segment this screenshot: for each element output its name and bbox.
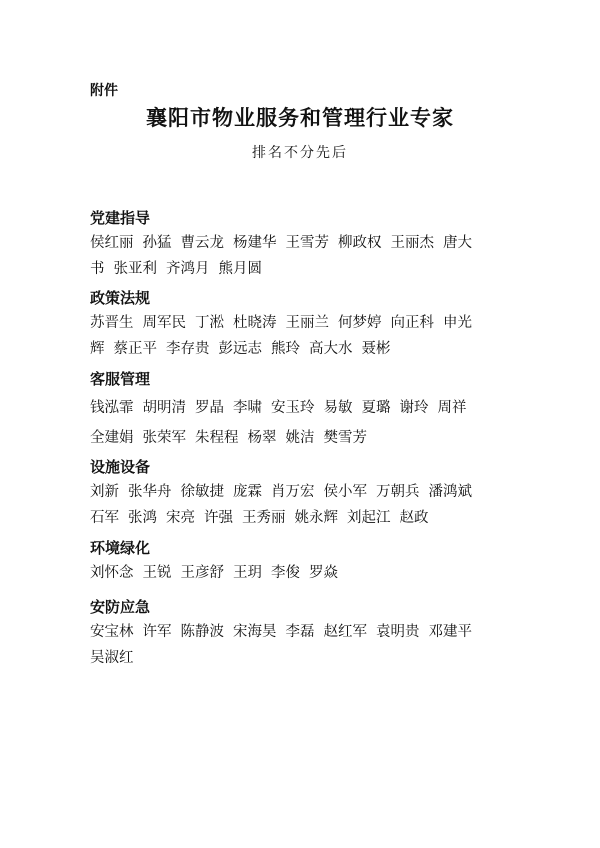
expert-name: 陈静波 — [180, 624, 224, 640]
expert-name: 李啸 — [233, 400, 262, 416]
name-line — [90, 479, 520, 505]
name-line — [90, 619, 520, 645]
expert-name: 许军 — [142, 624, 172, 640]
expert-name: 杨建华 — [233, 235, 277, 251]
expert-name: 彭远志 — [218, 341, 262, 357]
expert-name: 向正科 — [390, 315, 434, 331]
expert-name: 宋海昊 — [233, 624, 277, 640]
expert-name: 吴淑红 — [90, 650, 134, 666]
expert-name: 王玥 — [233, 565, 262, 581]
expert-name: 王丽兰 — [285, 315, 329, 331]
expert-name: 邓建平 — [428, 624, 472, 640]
name-line — [90, 336, 520, 362]
expert-name: 易敏 — [323, 400, 353, 416]
section-security-emergency — [90, 595, 520, 671]
expert-name: 曹云龙 — [180, 235, 224, 251]
expert-name: 周祥 — [437, 400, 467, 416]
expert-name: 何梦婷 — [338, 315, 382, 331]
expert-name: 张鸿 — [128, 510, 157, 526]
expert-name: 齐鸿月 — [166, 261, 210, 277]
expert-name: 王丽杰 — [390, 235, 434, 251]
expert-name: 周军民 — [142, 315, 186, 331]
expert-name: 苏晋生 — [90, 315, 134, 331]
section-facilities-equipment — [90, 455, 520, 531]
expert-name: 罗晶 — [195, 400, 224, 416]
expert-name: 辉 — [90, 341, 105, 357]
expert-name: 侯小军 — [323, 484, 367, 500]
expert-name: 孙猛 — [142, 235, 172, 251]
name-line — [90, 505, 520, 531]
expert-name: 石军 — [90, 510, 119, 526]
name-line — [90, 230, 520, 256]
expert-name: 徐敏捷 — [180, 484, 224, 500]
expert-name: 王雪芳 — [285, 235, 329, 251]
expert-name: 书 — [90, 261, 105, 277]
expert-name: 姚洁 — [285, 430, 315, 446]
document-subtitle: 排名不分先后 — [252, 145, 348, 161]
attachment-label: 附件 — [90, 83, 118, 99]
section-heading: 客服管理 — [90, 370, 151, 388]
name-line — [90, 395, 520, 421]
expert-name: 罗焱 — [309, 565, 338, 581]
expert-name: 柳政权 — [338, 235, 382, 251]
name-line — [90, 256, 520, 282]
expert-name: 宋亮 — [166, 510, 195, 526]
expert-name: 王彦舒 — [180, 565, 224, 581]
expert-name: 胡明清 — [142, 400, 186, 416]
name-line — [90, 310, 520, 336]
section-heading: 政策法规 — [90, 289, 151, 307]
name-line — [90, 425, 520, 451]
expert-name: 许强 — [204, 510, 233, 526]
expert-name: 王秀丽 — [242, 510, 286, 526]
expert-name: 丁淞 — [195, 315, 224, 331]
expert-name: 赵红军 — [323, 624, 367, 640]
expert-name: 肖万宏 — [271, 484, 315, 500]
expert-name: 张荣军 — [142, 430, 186, 446]
section-heading: 环境绿化 — [90, 539, 151, 557]
section-customer-service — [90, 367, 520, 451]
expert-name: 聂彬 — [361, 341, 391, 357]
section-heading: 安防应急 — [90, 598, 151, 616]
expert-name: 万朝兵 — [376, 484, 420, 500]
section-party-building — [90, 206, 520, 282]
expert-name: 庞霖 — [233, 484, 262, 500]
expert-name: 刘怀念 — [90, 565, 134, 581]
expert-name: 钱泓霏 — [90, 400, 134, 416]
expert-name: 刘起江 — [347, 510, 391, 526]
expert-name: 张华舟 — [128, 484, 172, 500]
expert-name: 刘新 — [90, 484, 119, 500]
expert-name: 熊玲 — [271, 341, 300, 357]
expert-name: 夏璐 — [361, 400, 391, 416]
name-line — [90, 560, 520, 586]
expert-name: 侯红丽 — [90, 235, 134, 251]
expert-name: 朱程程 — [195, 430, 239, 446]
expert-name: 申光 — [443, 315, 472, 331]
expert-name: 潘鸿斌 — [428, 484, 472, 500]
section-heading: 设施设备 — [90, 458, 151, 476]
expert-name: 王锐 — [142, 565, 172, 581]
expert-name: 全建娟 — [90, 430, 134, 446]
expert-name: 杨翠 — [247, 430, 277, 446]
expert-name: 安玉玲 — [271, 400, 315, 416]
expert-name: 唐大 — [443, 235, 472, 251]
expert-name: 安宝林 — [90, 624, 134, 640]
section-policy-regulations — [90, 286, 520, 362]
expert-name: 李磊 — [285, 624, 315, 640]
expert-name: 袁明贵 — [376, 624, 420, 640]
expert-name: 熊月圆 — [218, 261, 262, 277]
document-title: 襄阳市物业服务和管理行业专家 — [146, 105, 454, 130]
expert-name: 谢玲 — [399, 400, 429, 416]
expert-name: 高大水 — [309, 341, 353, 357]
expert-name: 樊雪芳 — [323, 430, 367, 446]
expert-name: 杜晓涛 — [233, 315, 277, 331]
expert-name: 李存贵 — [166, 341, 210, 357]
expert-name: 张亚利 — [113, 261, 157, 277]
expert-name: 李俊 — [271, 565, 300, 581]
section-environment-greening — [90, 536, 520, 586]
name-line — [90, 645, 520, 671]
expert-name: 赵政 — [399, 510, 429, 526]
expert-name: 蔡正平 — [113, 341, 157, 357]
expert-name: 姚永辉 — [294, 510, 338, 526]
section-heading: 党建指导 — [90, 209, 151, 227]
